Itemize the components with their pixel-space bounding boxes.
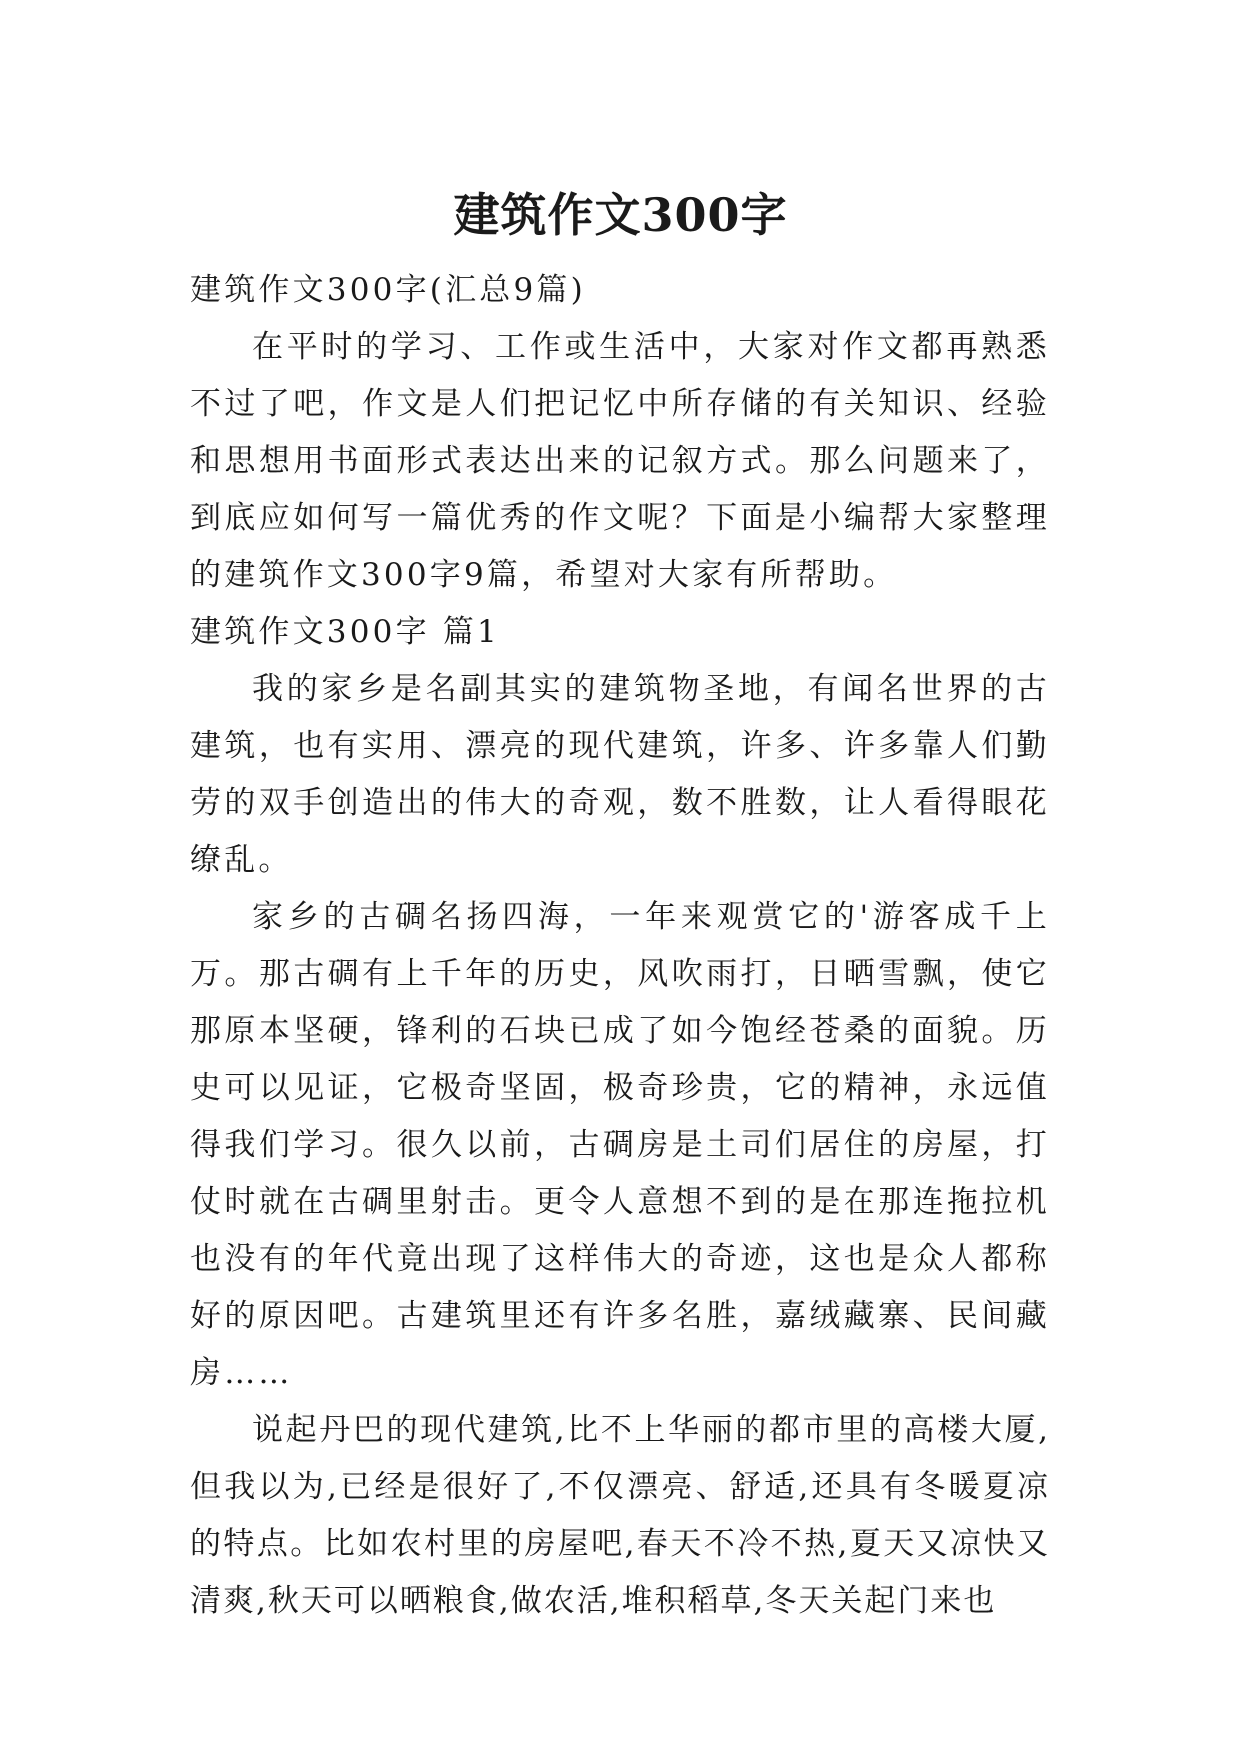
document-subtitle: 建筑作文300字(汇总9篇) [190, 272, 586, 308]
section-paragraph: 家乡的古碉名扬四海，一年来观赏它的'游客成千上万。那古碉有上千年的历史，风吹雨打，日晒雪飘，使它那原本坚硬，锋利的石块已成了如今饱经苍桑的面貌。历史可以见证，它极奇坚固，极奇珍贵，它的精神，永远值得我们学习。很久以前，古碉房是土司们居住的房屋，打仗时就在古碉里射击。更令人意想不到的是在那连拖拉机也没有的年代竟出现了这样伟大的奇迹，这也是众人都称好的原因吧。古建筑里还有许多名胜，嘉绒藏寨、民间藏房…… [190, 899, 1050, 1391]
section-heading: 建筑作文300字 篇1 [190, 614, 500, 650]
document-body [190, 262, 1050, 1630]
section-paragraph: 说起丹巴的现代建筑,比不上华丽的都市里的高楼大厦,但我以为,已经是很好了,不仅漂亮、舒适,还具有冬暖夏凉的特点。比如农村里的房屋吧,春天不冷不热,夏天又凉快又清爽,秋天可以晒粮食,做农活,堆积稻草,冬天关起门来也 [190, 1412, 1050, 1619]
intro-paragraph: 在平时的学习、工作或生活中，大家对作文都再熟悉不过了吧，作文是人们把记忆中所存储的有关知识、经验和思想用书面形式表达出来的记叙方式。那么问题来了，到底应如何写一篇优秀的作文呢？下面是小编帮大家整理的建筑作文300字9篇，希望对大家有所帮助。 [190, 329, 1050, 593]
section-paragraph: 我的家乡是名副其实的建筑物圣地，有闻名世界的古建筑，也有实用、漂亮的现代建筑，许多、许多靠人们勤劳的双手创造出的伟大的奇观，数不胜数，让人看得眼花缭乱。 [190, 671, 1050, 878]
page-title: 建筑作文300字 [453, 187, 788, 242]
